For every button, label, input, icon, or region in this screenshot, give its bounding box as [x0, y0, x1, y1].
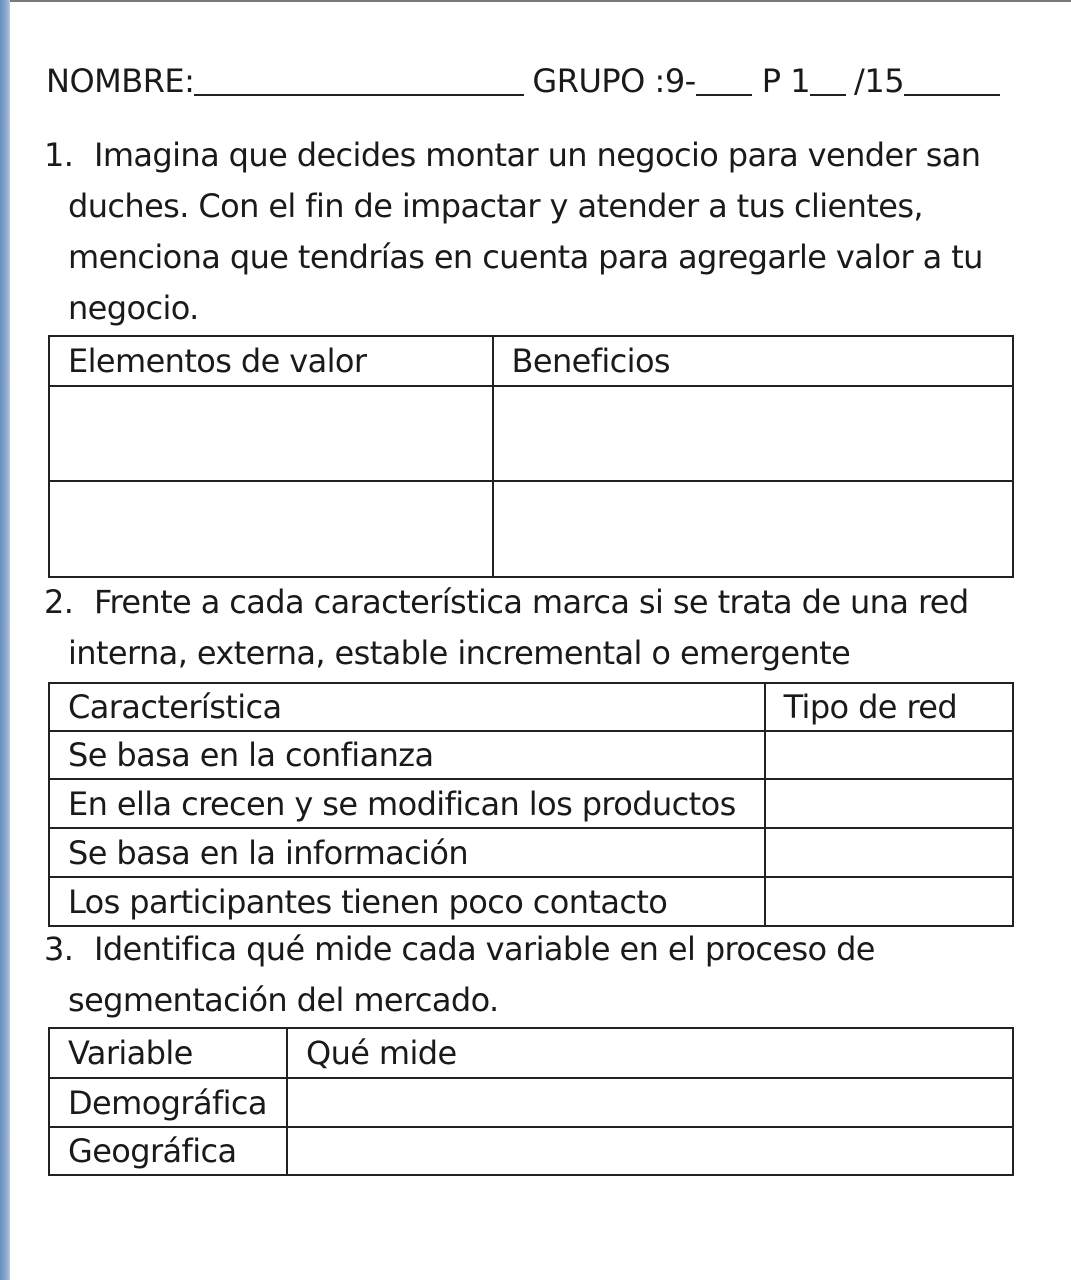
answer-cell[interactable]: [287, 1127, 1013, 1175]
question-2-line-2: interna, externa, estable incremental o emergente: [68, 634, 851, 672]
answer-cell[interactable]: [493, 481, 1014, 577]
table-header-row: [49, 336, 1013, 386]
question-3-number: 3.: [44, 930, 74, 968]
table-valor: [48, 335, 1014, 578]
question-1-number: 1.: [44, 136, 74, 174]
score-blank: [904, 54, 1000, 96]
question-1-line-4: negocio.: [68, 289, 199, 327]
question-3-line-2: segmentación del mercado.: [68, 981, 499, 1019]
table-header-row: [49, 683, 1013, 731]
answer-cell[interactable]: [765, 877, 1013, 926]
score-label: /15: [854, 62, 905, 100]
answer-cell[interactable]: [765, 779, 1013, 828]
answer-cell[interactable]: [493, 386, 1014, 481]
answer-cell[interactable]: [49, 481, 493, 577]
window-left-edge: [0, 0, 10, 1280]
table-segmentacion: [48, 1027, 1014, 1176]
nombre-blank: [194, 54, 524, 96]
question-3: [44, 924, 1004, 1026]
nombre-label: NOMBRE:: [46, 62, 195, 100]
header-caracteristica: Característica: [49, 683, 765, 731]
header-que-mide: Qué mide: [287, 1028, 1013, 1078]
table-header-row: [49, 1028, 1013, 1078]
question-1-line-1: Imagina que decides montar un negocio para vender san: [94, 136, 981, 174]
header-line: [46, 54, 1000, 100]
table-row: [49, 386, 1013, 481]
answer-cell[interactable]: [287, 1078, 1013, 1127]
table-red: [48, 682, 1014, 927]
answer-cell[interactable]: [765, 731, 1013, 779]
question-1-line-3: menciona que tendrías en cuenta para agregarle valor a tu: [68, 238, 983, 276]
answer-cell[interactable]: [765, 828, 1013, 877]
header-tipo-de-red: Tipo de red: [765, 683, 1013, 731]
variable-cell: Geográfica: [49, 1127, 287, 1175]
question-1: [44, 130, 1004, 334]
table-row: [49, 779, 1013, 828]
question-2: [44, 577, 1004, 679]
table-row: [49, 877, 1013, 926]
grupo-blank: [696, 54, 752, 96]
table-row: [49, 481, 1013, 577]
caracteristica-cell: Se basa en la confianza: [49, 731, 765, 779]
question-3-line-1: Identifica qué mide cada variable en el proceso de: [94, 930, 875, 968]
header-elementos-de-valor: Elementos de valor: [49, 336, 493, 386]
caracteristica-cell: En ella crecen y se modifican los productos: [49, 779, 765, 828]
variable-cell: Demográfica: [49, 1078, 287, 1127]
table-row: [49, 1078, 1013, 1127]
grupo-label: GRUPO :9-: [532, 62, 696, 100]
header-variable: Variable: [49, 1028, 287, 1078]
question-2-line-1: Frente a cada característica marca si se trata de una red: [94, 583, 969, 621]
question-2-number: 2.: [44, 583, 74, 621]
table-row: [49, 1127, 1013, 1175]
answer-cell[interactable]: [49, 386, 493, 481]
header-beneficios: Beneficios: [493, 336, 1014, 386]
table-row: [49, 731, 1013, 779]
question-1-line-2: duches. Con el fin de impactar y atender a tus clientes,: [68, 187, 923, 225]
caracteristica-cell: Se basa en la información: [49, 828, 765, 877]
p-label: P 1: [761, 62, 811, 100]
caracteristica-cell: Los participantes tienen poco contacto: [49, 877, 765, 926]
p-blank: [810, 54, 846, 96]
document-page: [10, 2, 1071, 1280]
table-row: [49, 828, 1013, 877]
